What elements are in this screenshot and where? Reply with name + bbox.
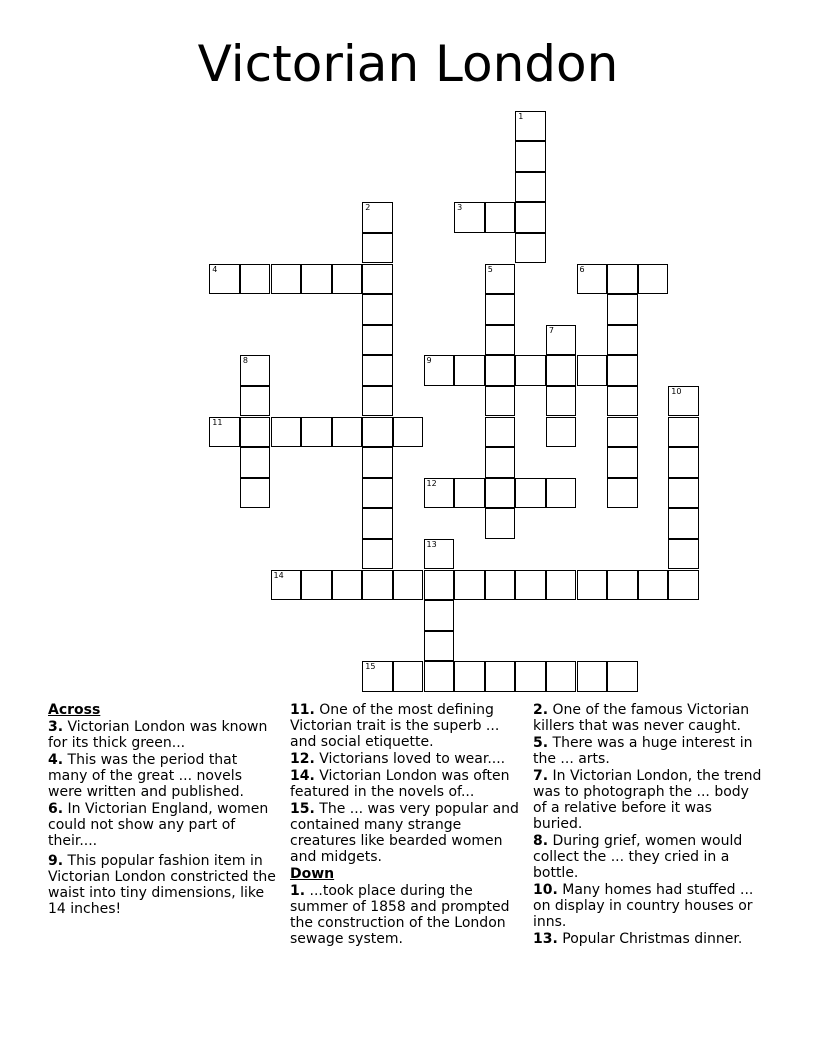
- grid-cell[interactable]: [607, 570, 638, 601]
- grid-cell[interactable]: [271, 570, 302, 601]
- clue: [290, 751, 522, 767]
- grid-cell[interactable]: [362, 202, 393, 233]
- clue: [533, 882, 765, 930]
- grid-cell[interactable]: [393, 417, 424, 448]
- grid-cell[interactable]: [362, 264, 393, 295]
- grid-cell[interactable]: [362, 417, 393, 448]
- clue-num: 14.: [290, 768, 315, 784]
- clues-column-3: [533, 702, 765, 948]
- clue-text: This was the period that many of the great ... novels were written and published.: [48, 752, 244, 800]
- clue-number: 11: [212, 417, 223, 427]
- grid-cell[interactable]: [577, 570, 608, 601]
- grid-cell[interactable]: [271, 264, 302, 295]
- grid-cell[interactable]: [454, 355, 485, 386]
- clue-num: 3.: [48, 719, 64, 735]
- clue-text: Victorians loved to wear....: [314, 751, 506, 767]
- grid-cell[interactable]: [668, 417, 699, 448]
- clue-text: There was a huge interest in the ... arts.: [533, 735, 753, 767]
- clue: [290, 768, 522, 800]
- clue-num: 12.: [290, 751, 315, 767]
- grid-cell[interactable]: [332, 264, 363, 295]
- grid-cell[interactable]: [577, 661, 608, 692]
- grid-cell[interactable]: [515, 661, 546, 692]
- grid-cell[interactable]: [240, 386, 271, 417]
- grid-cell[interactable]: [240, 264, 271, 295]
- grid-cell[interactable]: [668, 447, 699, 478]
- grid-cell[interactable]: [515, 202, 546, 233]
- grid-cell[interactable]: [454, 478, 485, 509]
- clue-num: 9.: [48, 853, 64, 869]
- grid-cell[interactable]: [515, 141, 546, 172]
- grid-cell[interactable]: [362, 508, 393, 539]
- grid-cell[interactable]: [362, 386, 393, 417]
- grid-cell[interactable]: [515, 172, 546, 203]
- section-heading: Across: [48, 702, 101, 718]
- clue-number: 1: [518, 111, 524, 121]
- grid-cell[interactable]: [485, 202, 516, 233]
- clue-text: Many homes had stuffed ... on display in country houses or inns.: [533, 882, 754, 930]
- grid-cell[interactable]: [515, 355, 546, 386]
- clue-number: 7: [548, 325, 554, 335]
- grid-cell[interactable]: [546, 570, 577, 601]
- grid-cell[interactable]: [515, 570, 546, 601]
- grid-cell[interactable]: [362, 233, 393, 264]
- grid-cell[interactable]: [240, 478, 271, 509]
- clue-number: 4: [212, 264, 218, 274]
- clue: [48, 719, 280, 751]
- grid-cell[interactable]: [485, 508, 516, 539]
- grid-cell[interactable]: [668, 386, 699, 417]
- clue-num: 13.: [533, 931, 558, 947]
- clue-text: In Victorian England, women could not show any part of their....: [48, 801, 269, 849]
- grid-cell[interactable]: [607, 355, 638, 386]
- clue-text: Popular Christmas dinner.: [557, 931, 743, 947]
- clue-number: 6: [579, 264, 585, 274]
- grid-cell[interactable]: [362, 294, 393, 325]
- grid-cell[interactable]: [485, 294, 516, 325]
- grid-cell[interactable]: [424, 631, 455, 662]
- grid-cell[interactable]: [454, 570, 485, 601]
- grid-cell[interactable]: [485, 478, 516, 509]
- grid-cell[interactable]: [362, 539, 393, 570]
- clue: [290, 883, 522, 947]
- clue-number: 15: [365, 662, 376, 672]
- grid-cell[interactable]: [424, 355, 455, 386]
- clue-num: 8.: [533, 833, 549, 849]
- grid-cell[interactable]: [515, 111, 546, 142]
- grid-cell[interactable]: [301, 417, 332, 448]
- grid-cell[interactable]: [485, 264, 516, 295]
- grid-cell[interactable]: [240, 355, 271, 386]
- clue: [533, 768, 765, 832]
- clue-num: 10.: [533, 882, 558, 898]
- grid-cell[interactable]: [301, 570, 332, 601]
- clue-text: During grief, women would collect the ... they cried in a bottle.: [533, 833, 743, 881]
- grid-cell[interactable]: [271, 417, 302, 448]
- clue: [533, 931, 765, 947]
- grid-cell[interactable]: [607, 447, 638, 478]
- clue-num: 5.: [533, 735, 549, 751]
- grid-cell[interactable]: [485, 447, 516, 478]
- clue: [48, 752, 280, 800]
- grid-cell[interactable]: [332, 570, 363, 601]
- grid-cell[interactable]: [546, 661, 577, 692]
- grid-cell[interactable]: [607, 386, 638, 417]
- grid-cell[interactable]: [362, 661, 393, 692]
- clue: [290, 702, 522, 750]
- grid-cell[interactable]: [485, 661, 516, 692]
- grid-cell[interactable]: [577, 264, 608, 295]
- grid-cell[interactable]: [362, 478, 393, 509]
- grid-cell[interactable]: [607, 264, 638, 295]
- grid-cell[interactable]: [485, 417, 516, 448]
- clue: [533, 833, 765, 881]
- grid-cell[interactable]: [454, 202, 485, 233]
- clue-number: 14: [273, 570, 284, 580]
- grid-cell[interactable]: [485, 570, 516, 601]
- clue-text: Victorian London was known for its thick green...: [48, 719, 268, 751]
- grid-cell[interactable]: [546, 478, 577, 509]
- clue-text: This popular fashion item in Victorian London constricted the waist into tiny dimensions, like 14 inches!: [48, 853, 276, 917]
- grid-cell[interactable]: [240, 417, 271, 448]
- grid-cell[interactable]: [668, 478, 699, 509]
- grid-cell[interactable]: [393, 661, 424, 692]
- clue-num: 15.: [290, 801, 315, 817]
- clue-num: 7.: [533, 768, 549, 784]
- grid-cell[interactable]: [607, 325, 638, 356]
- grid-cell[interactable]: [454, 661, 485, 692]
- grid-cell[interactable]: [209, 417, 240, 448]
- clue: [290, 801, 522, 865]
- grid-cell[interactable]: [424, 570, 455, 601]
- grid-cell[interactable]: [668, 539, 699, 570]
- grid-cell[interactable]: [546, 325, 577, 356]
- clue-num: 11.: [290, 702, 315, 718]
- grid-cell[interactable]: [362, 447, 393, 478]
- grid-cell[interactable]: [515, 233, 546, 264]
- grid-cell[interactable]: [546, 386, 577, 417]
- grid-cell[interactable]: [485, 355, 516, 386]
- clue-number: 13: [426, 539, 437, 549]
- grid-cell[interactable]: [485, 325, 516, 356]
- clue-number: 12: [426, 478, 437, 488]
- grid-cell[interactable]: [362, 570, 393, 601]
- clues-column-2: [290, 702, 522, 948]
- clue-number: 5: [487, 264, 493, 274]
- grid-cell[interactable]: [607, 417, 638, 448]
- grid-cell[interactable]: [362, 325, 393, 356]
- clue-text: The ... was very popular and contained many strange creatures like bearded women and midgets.: [290, 801, 519, 865]
- grid-cell[interactable]: [485, 386, 516, 417]
- grid-cell[interactable]: [240, 447, 271, 478]
- clues-column-1: [48, 702, 280, 918]
- clue: [48, 853, 280, 917]
- section-heading: Down: [290, 866, 335, 882]
- clue-number: 8: [242, 356, 248, 366]
- clue-number: 10: [671, 386, 682, 396]
- clue-number: 3: [457, 203, 463, 213]
- grid-cell[interactable]: [515, 478, 546, 509]
- grid-cell[interactable]: [301, 264, 332, 295]
- grid-cell[interactable]: [424, 661, 455, 692]
- grid-cell[interactable]: [607, 478, 638, 509]
- grid-cell[interactable]: [577, 355, 608, 386]
- grid-cell[interactable]: [638, 570, 669, 601]
- grid-cell[interactable]: [668, 508, 699, 539]
- clue-text: ...took place during the summer of 1858 and prompted the construction of the London sewage system.: [290, 883, 510, 947]
- clue-num: 6.: [48, 801, 64, 817]
- clue-text: Victorian London was often featured in the novels of...: [290, 768, 510, 800]
- clue-text: One of the famous Victorian killers that was never caught.: [533, 702, 750, 734]
- clue-num: 2.: [533, 702, 549, 718]
- clue: [533, 702, 765, 734]
- grid-cell[interactable]: [607, 294, 638, 325]
- clue-num: 1.: [290, 883, 306, 899]
- clue-number: 9: [426, 356, 432, 366]
- grid-cell[interactable]: [362, 355, 393, 386]
- grid-cell[interactable]: [332, 417, 363, 448]
- grid-cell[interactable]: [607, 661, 638, 692]
- clue: [533, 735, 765, 767]
- puzzle-title: Victorian London: [197, 35, 619, 93]
- grid-cell[interactable]: [424, 600, 455, 631]
- grid-cell[interactable]: [424, 539, 455, 570]
- clue-number: 2: [365, 203, 371, 213]
- grid-cell[interactable]: [668, 570, 699, 601]
- grid-cell[interactable]: [424, 478, 455, 509]
- grid-cell[interactable]: [393, 570, 424, 601]
- grid-cell[interactable]: [638, 264, 669, 295]
- grid-cell[interactable]: [546, 355, 577, 386]
- clue-text: In Victorian London, the trend was to photograph the ... body of a relative before it was buried.: [533, 768, 762, 832]
- clue-text: One of the most defining Victorian trait is the superb ... and social etiquette.: [290, 702, 500, 750]
- grid-cell[interactable]: [546, 417, 577, 448]
- clue: [48, 801, 280, 849]
- grid-cell[interactable]: [209, 264, 240, 295]
- clue-num: 4.: [48, 752, 64, 768]
